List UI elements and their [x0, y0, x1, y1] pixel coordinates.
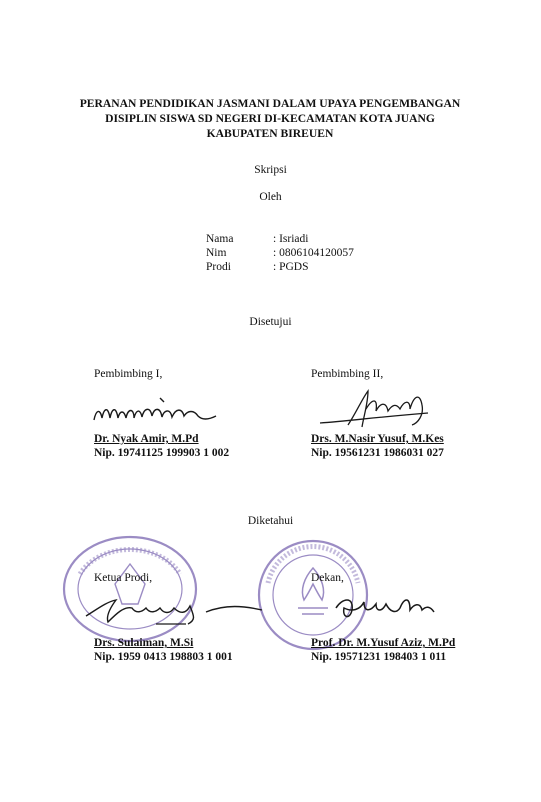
advisor2-nip: Nip. 19561231 1986031 027 — [311, 447, 444, 459]
head-prodi-role: Ketua Prodi, — [94, 572, 153, 584]
advisor1-signature — [90, 390, 220, 432]
nim-value: : 0806104120057 — [273, 247, 354, 259]
by-label: Oleh — [259, 191, 282, 203]
nim-label: Nim — [206, 247, 227, 259]
known-label: Diketahui — [247, 515, 294, 527]
title-line-1: PERANAN PENDIDIKAN JASMANI DALAM UPAYA PENGEMBANGAN — [79, 97, 461, 110]
dean-name: Prof. Dr. M.Yusuf Aziz, M.Pd — [311, 637, 456, 649]
name-value: : Isriadi — [273, 233, 309, 245]
advisor2-name: Drs. M.Nasir Yusuf, M.Kes — [311, 433, 444, 445]
dean-role: Dekan, — [311, 572, 344, 584]
head-prodi-name: Drs. Sulaiman, M.Si — [94, 637, 194, 649]
head-prodi-nip: Nip. 1959 0413 198803 1 001 — [94, 651, 233, 663]
advisor2-role: Pembimbing II, — [311, 368, 384, 380]
advisor2-signature — [318, 385, 448, 435]
prodi-value: : PGDS — [273, 261, 309, 273]
approved-label: Disetujui — [249, 316, 292, 328]
title-line-2: DISIPLIN SISWA SD NEGERI DI-KECAMATAN KOTA JUANG — [105, 112, 435, 125]
advisor1-role: Pembimbing I, — [94, 368, 163, 380]
dean-nip: Nip. 19571231 198403 1 011 — [311, 651, 447, 663]
advisor1-name: Dr. Nyak Amir, M.Pd — [94, 433, 199, 445]
name-label: Nama — [206, 233, 234, 245]
dean-signature — [330, 588, 440, 628]
title-line-3: KABUPATEN BIREUEN — [206, 127, 334, 140]
head-prodi-signature — [76, 590, 266, 630]
advisor1-nip: Nip. 19741125 199903 1 002 — [94, 447, 230, 459]
document-title — [40, 96, 500, 141]
prodi-label: Prodi — [206, 261, 231, 273]
document-type: Skripsi — [254, 164, 287, 176]
